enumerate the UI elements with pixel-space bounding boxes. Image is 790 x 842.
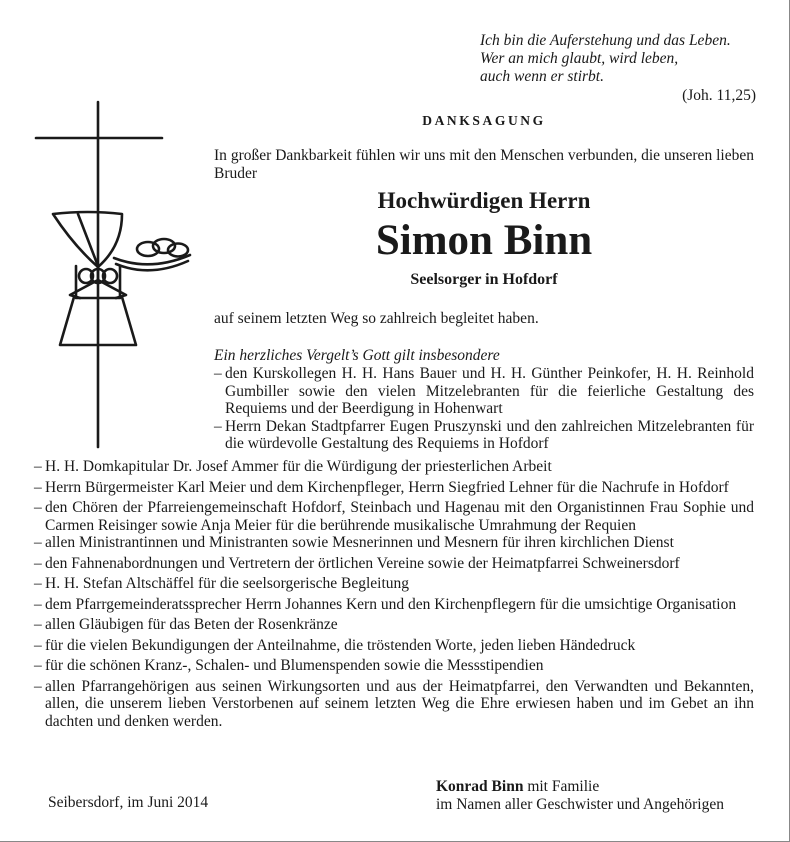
- list-item: – H. H. Domkapitular Dr. Josef Ammer für die Würdigung der priesterlichen Arbeit: [34, 458, 754, 476]
- list-item: – für die schönen Kranz-, Schalen- und Blumenspenden sowie die Messstipendien: [34, 657, 754, 675]
- signature: [436, 778, 724, 813]
- list-item: – für die vielen Bekundigungen der Anteilnahme, die tröstenden Worte, jeden lieben Händedruck: [34, 637, 754, 655]
- list-item: – H. H. Stefan Altschäffel für die seelsorgerische Begleitung: [34, 575, 754, 593]
- quote-line-3: auch wenn er stirbt.: [480, 68, 604, 85]
- quote-line-1: Ich bin die Auferstehung und das Leben.: [480, 32, 731, 49]
- intro-text: In großer Dankbarkeit fühlen wir uns mit den Menschen verbunden, die unseren lieben Bruder: [214, 147, 754, 182]
- deceased-role: Seelsorger in Hofdorf: [410, 271, 558, 288]
- deceased-name: Simon Binn: [375, 217, 593, 264]
- list-item: – Herrn Bürgermeister Karl Meier und dem Kirchenpfleger, Herrn Siegfried Lehner für die Nachrufe in Hofdorf: [34, 479, 754, 497]
- honorific: Hochwürdigen Herrn: [377, 188, 591, 213]
- place-date: Seibersdorf, im Juni 2014: [48, 794, 209, 811]
- list-item: – Herrn Dekan Stadtpfarrer Eugen Pruszynski und den zahlreichen Mitzelebranten für die würdevolle Gestaltung des Requiems in Hofdorf: [214, 418, 754, 453]
- signature-suffix: mit Familie: [523, 778, 600, 795]
- cross-chalice-bread-icon: [30, 90, 210, 460]
- page-title: DANKSAGUNG: [422, 113, 546, 128]
- list-item: – allen Ministrantinnen und Ministranten sowie Mesnerinnen und Mesnern für ihren kirchlichen Dienst: [34, 534, 754, 552]
- list-item: – den Fahnenabordnungen und Vertretern der örtlichen Vereine sowie der Heimatpfarrei Schweinersdorf: [34, 555, 754, 573]
- signature-line-2: im Namen aller Geschwister und Angehörigen: [436, 795, 724, 813]
- quote-reference: (Joh. 11,25): [682, 87, 756, 104]
- quote-line-2: Wer an mich glaubt, wird leben,: [480, 50, 679, 67]
- list-item: – allen Gläubigen für das Beten der Rosenkränze: [34, 616, 754, 634]
- thanks-list-narrow: [214, 365, 754, 453]
- thanks-intro: Ein herzliches Vergelt’s Gott gilt insbesondere: [214, 347, 500, 364]
- bible-quote: [480, 32, 756, 105]
- after-text: auf seinem letzten Weg so zahlreich begleitet haben.: [214, 310, 539, 327]
- list-item: – den Chören der Pfarreiengemeinschaft Hofdorf, Steinbach und Hagenau mit den Organistinnen Frau Sophie und Carmen Reisinger sowie Anja Meier für die berührende musikalische Umrahmung der Requien: [34, 499, 754, 534]
- list-item: – den Kurskollegen H. H. Hans Bauer und H. H. Günther Peinkofer, H. H. Reinhold Gumbiller sowie den vielen Mitzelebranten für die feierliche Gestaltung des Requiems und der Beerdigung in Hohenwart: [214, 365, 754, 418]
- list-item: – dem Pfarrgemeinderatssprecher Herrn Johannes Kern und den Kirchenpflegern für die umsichtige Organisation: [34, 596, 754, 614]
- thanks-list-wide: [34, 458, 754, 730]
- signature-name: Konrad Binn: [436, 778, 524, 795]
- list-item: – allen Pfarrangehörigen aus seinen Wirkungsorten und aus der Heimatpfarrei, den Verwandten und Bekannten, allen, die unserem lieben Verstorbenen auf seinem letzten Weg die Ehre erwiesen haben und im Gebet an ihn dachten und denken werden.: [34, 678, 754, 731]
